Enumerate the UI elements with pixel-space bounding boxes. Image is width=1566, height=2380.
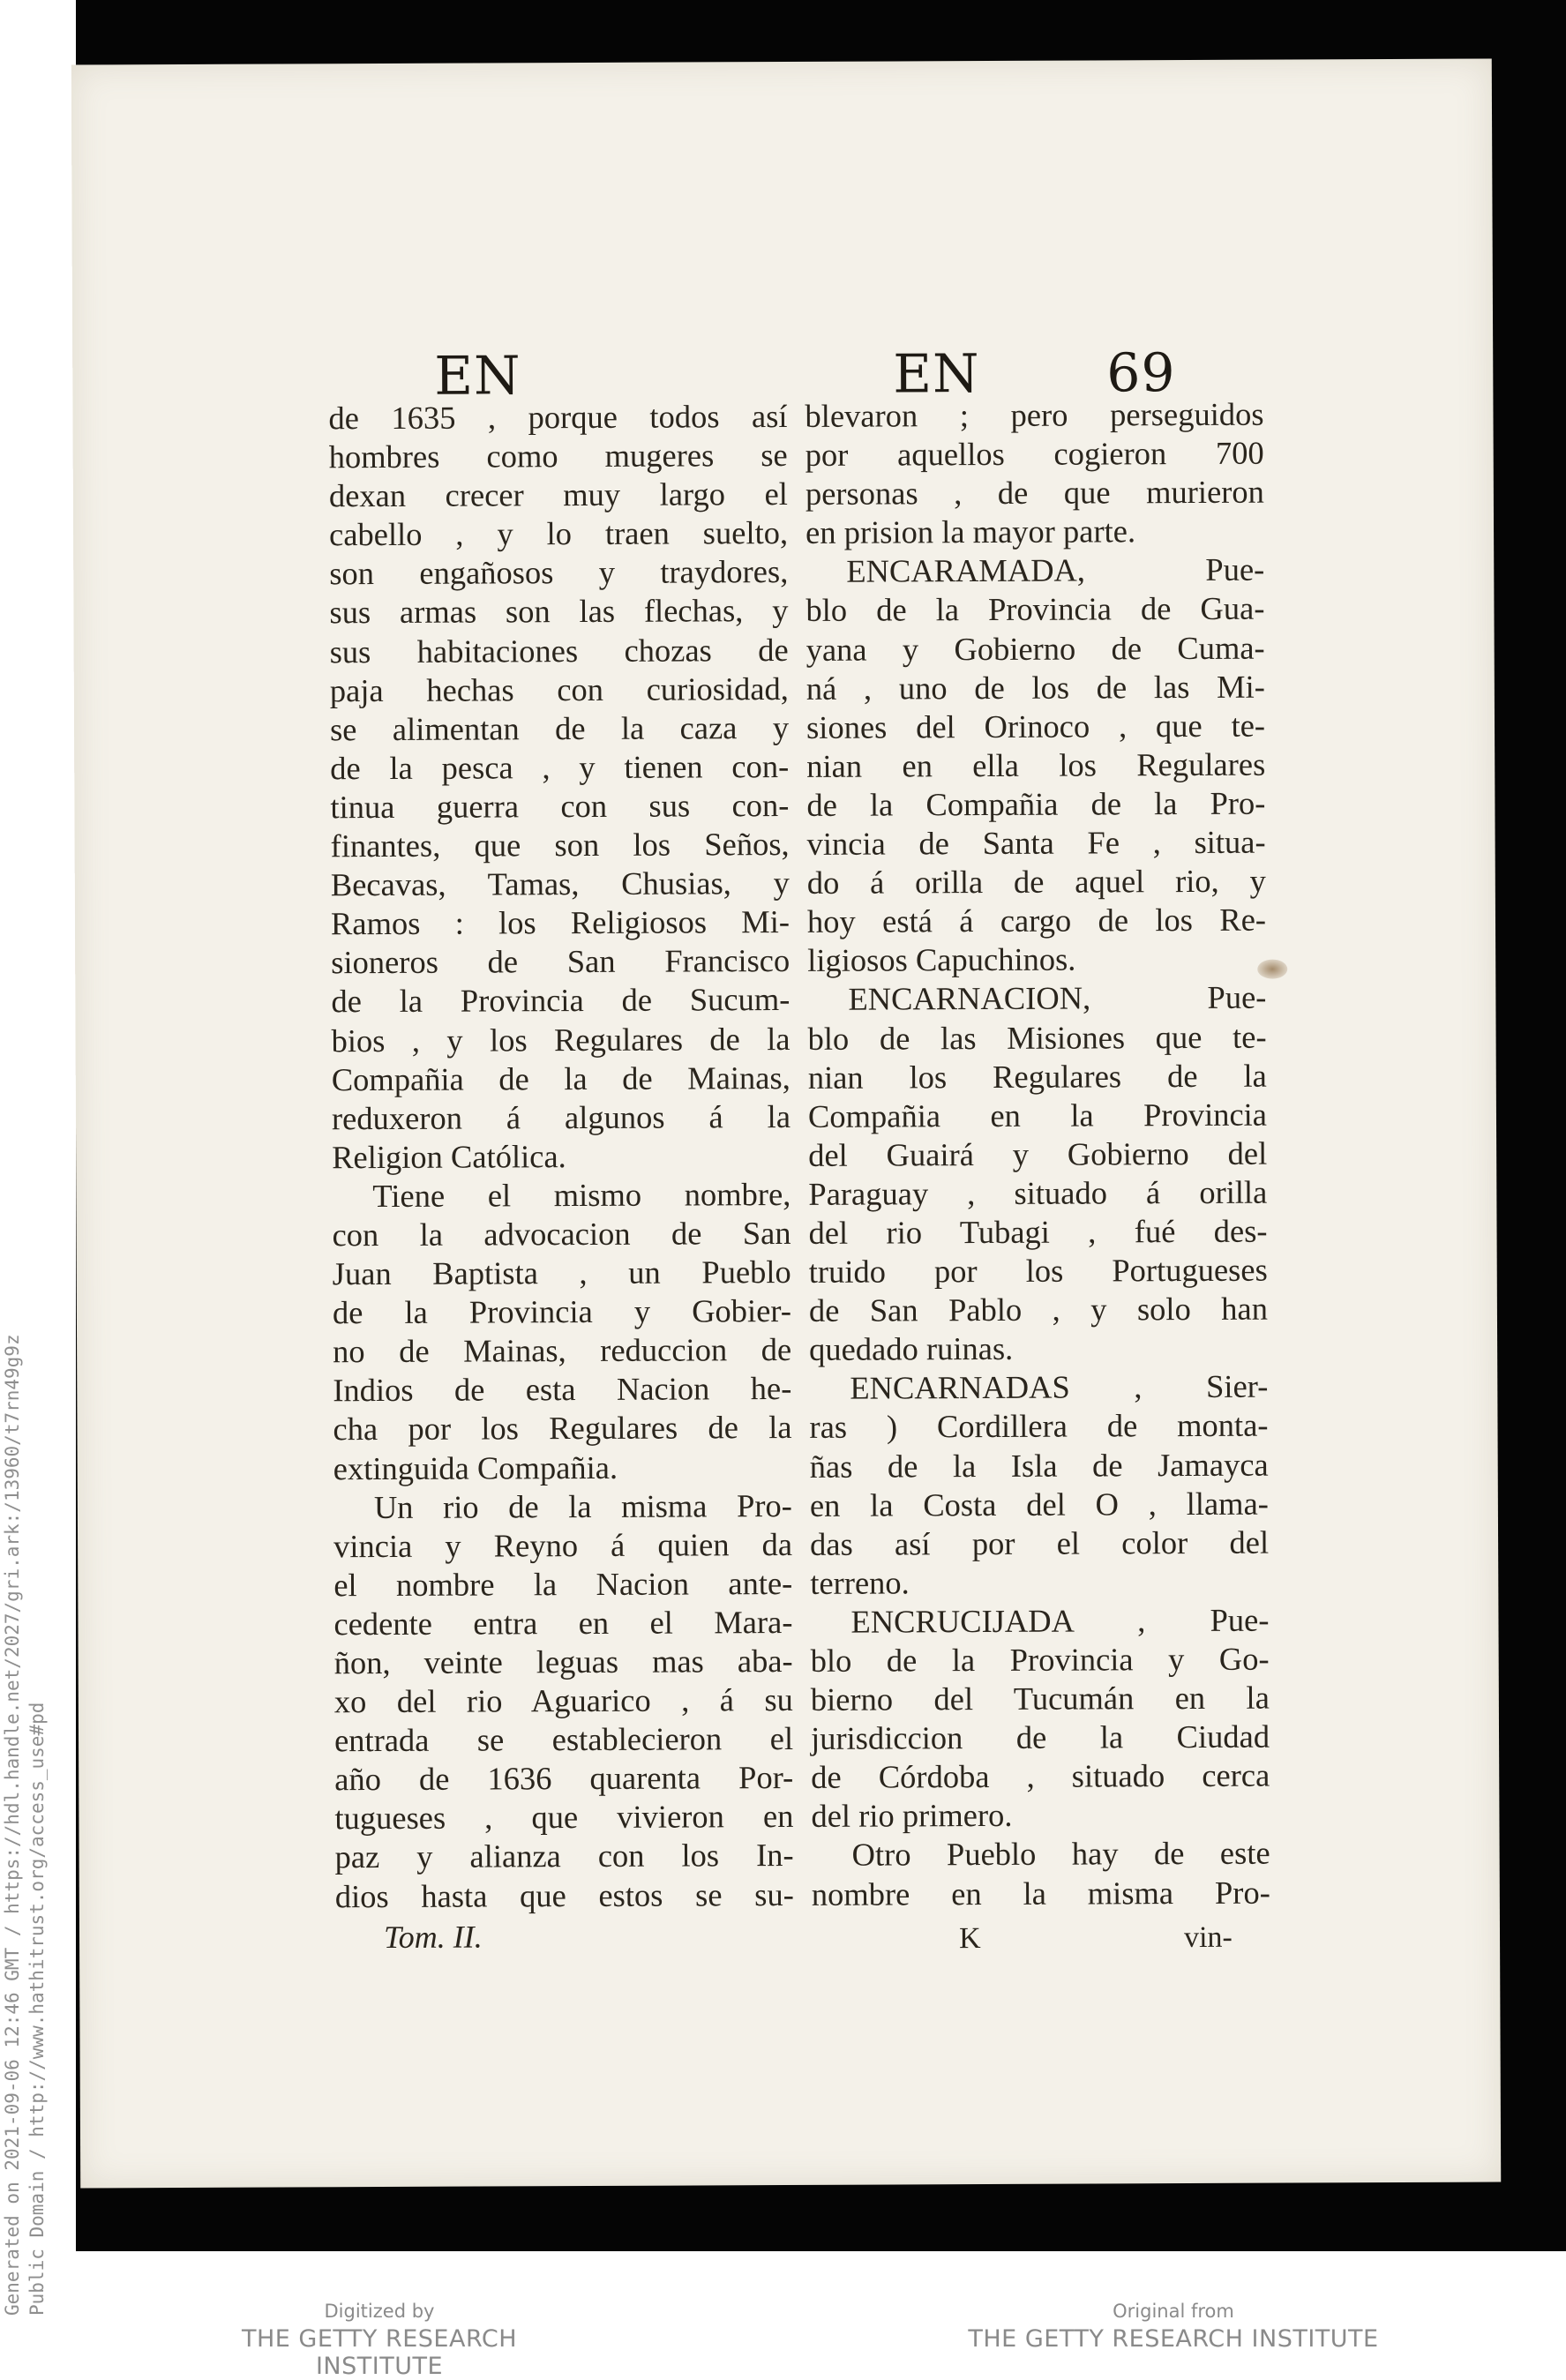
text-line: ras ) Cordillera de monta- bbox=[809, 1407, 1269, 1446]
text-line: del Guairá y Gobierno del bbox=[808, 1134, 1268, 1173]
text-line: ñon, veinte leguas mas aba- bbox=[333, 1642, 793, 1681]
text-line: no de Mainas, reduccion de bbox=[333, 1331, 792, 1370]
text-line: finantes, que son los Seños, bbox=[330, 826, 790, 864]
digitized-by-credit bbox=[176, 2301, 582, 2380]
text-line: bierno del Tucumán en la bbox=[810, 1679, 1270, 1718]
text-line: blo de la Provincia y Go- bbox=[810, 1640, 1270, 1679]
running-head-right: EN bbox=[893, 343, 980, 406]
text-line: extinguida Compañia. bbox=[333, 1448, 618, 1486]
text-line: nian los Regulares de la bbox=[807, 1057, 1267, 1096]
text-line: blevaron ; pero perseguidos bbox=[805, 395, 1264, 434]
text-line: yana y Gobierno de Cuma- bbox=[805, 629, 1265, 668]
text-line: quedado ruinas. bbox=[809, 1330, 1014, 1368]
text-line: dios hasta que estos se su- bbox=[334, 1875, 794, 1914]
signature-mark: K bbox=[958, 1922, 981, 1956]
text-line: personas , de que murieron bbox=[805, 473, 1264, 513]
text-line: cedente entra en el Mara- bbox=[333, 1603, 793, 1643]
text-line: jurisdiccion de la Ciudad bbox=[810, 1718, 1270, 1757]
text-line: por aquellos cogieron 700 bbox=[805, 434, 1264, 473]
text-line: sus armas son las flechas, y bbox=[329, 592, 789, 631]
text-line: ENCRUCIJADA , Pue- bbox=[850, 1601, 1270, 1640]
text-line: de la Provincia de Sucum- bbox=[331, 981, 790, 1020]
text-line: reduxeron á algunos á la bbox=[331, 1097, 791, 1136]
digitized-by-label: Digitized by bbox=[324, 2301, 435, 2322]
text-line: terreno. bbox=[810, 1564, 910, 1601]
text-line: hoy está á cargo de los Re- bbox=[806, 901, 1267, 940]
text-line: cabello , y lo traen suelto, bbox=[328, 514, 789, 553]
text-line: ñas de la Isla de Jamayca bbox=[809, 1446, 1269, 1485]
text-line: cha por los Regulares de la bbox=[333, 1409, 792, 1448]
text-line: paja hechas con curiosidad, bbox=[329, 670, 789, 708]
text-line: de la pesca , y tienen con- bbox=[330, 747, 790, 787]
text-line: blo de las Misiones que te- bbox=[807, 1018, 1267, 1057]
text-line: truido por los Portugueses bbox=[808, 1251, 1268, 1290]
original-from-institution: THE GETTY RESEARCH INSTITUTE bbox=[968, 2325, 1379, 2353]
text-line: ligiosos Capuchinos. bbox=[807, 940, 1076, 979]
text-line: año de 1636 quarenta Por- bbox=[334, 1759, 794, 1798]
text-line: sioneros de San Francisco bbox=[331, 942, 790, 981]
text-line: dexan crecer muy largo el bbox=[328, 475, 788, 514]
text-line: nombre en la misma Pro- bbox=[811, 1874, 1270, 1912]
text-line: bios , y los Regulares de la bbox=[331, 1020, 790, 1059]
text-line: entrada se establecieron el bbox=[333, 1720, 794, 1759]
text-line: en la Costa del O , llama- bbox=[809, 1485, 1269, 1523]
text-line: do á orilla de aquel rio, y bbox=[806, 862, 1266, 902]
provenance-note bbox=[0, 1334, 49, 2316]
text-line: ENCARNACION, Pue- bbox=[848, 979, 1267, 1018]
text-line: de Córdoba , situado cerca bbox=[811, 1756, 1270, 1796]
text-line: Becavas, Tamas, Chusias, y bbox=[330, 864, 790, 903]
text-line: tugueses , que vivieron en bbox=[334, 1798, 794, 1837]
text-line: Compañia en la Provincia bbox=[807, 1096, 1268, 1134]
text-line: ENCARNADAS , Sier- bbox=[850, 1367, 1269, 1407]
text-line: del rio Tubagi , fué des- bbox=[808, 1212, 1268, 1251]
text-line: de la Compañia de la Pro- bbox=[806, 784, 1266, 823]
text-line: ENCARAMADA, Pue- bbox=[846, 551, 1265, 590]
text-line: Juan Baptista , un Pueblo bbox=[332, 1254, 791, 1292]
text-line: xo del rio Aguarico , á su bbox=[333, 1681, 793, 1720]
text-line: son engañosos y traydores, bbox=[329, 553, 789, 592]
page-number: 69 bbox=[1106, 342, 1176, 405]
text-line: das así por el color del bbox=[809, 1523, 1270, 1562]
text-line: vincia de Santa Fe , situa- bbox=[806, 823, 1266, 862]
text-line: ná , uno de los de las Mi- bbox=[805, 668, 1265, 707]
original-from-label: Original from bbox=[1113, 2301, 1234, 2322]
text-line: Ramos : los Religiosos Mi- bbox=[330, 903, 790, 942]
text-line: Paraguay , situado á orilla bbox=[808, 1173, 1268, 1212]
text-line: el nombre la Nacion ante- bbox=[333, 1564, 793, 1604]
text-line: tinua guerra con sus con- bbox=[330, 786, 790, 826]
text-line: vincia y Reyno á quien da bbox=[333, 1525, 793, 1564]
text-line: nian en ella los Regulares bbox=[806, 745, 1266, 784]
text-line: Religion Católica. bbox=[332, 1137, 566, 1176]
text-line: Un rio de la misma Pro- bbox=[373, 1486, 792, 1525]
text-line: hombres como mugeres se bbox=[328, 437, 788, 475]
catchword: vin- bbox=[1183, 1920, 1233, 1955]
text-line: se alimentan de la caza y bbox=[329, 708, 790, 748]
original-from-credit bbox=[962, 2301, 1385, 2353]
book-page bbox=[71, 58, 1501, 2188]
page-smudge bbox=[1257, 960, 1287, 979]
text-line: Tiene el mismo nombre, bbox=[372, 1175, 791, 1214]
digitized-by-institution: THE GETTY RESEARCH INSTITUTE bbox=[241, 2325, 518, 2380]
text-line: blo de la Provincia de Gua- bbox=[805, 590, 1265, 629]
text-column-left bbox=[328, 397, 793, 1916]
text-line: de San Pablo , y solo han bbox=[808, 1290, 1269, 1329]
text-line: Otro Pueblo hay de este bbox=[851, 1835, 1270, 1874]
text-line: del rio primero. bbox=[811, 1797, 1013, 1835]
text-line: Compañia de la de Mainas, bbox=[331, 1059, 790, 1097]
volume-catchword: Tom. II. bbox=[383, 1919, 483, 1955]
text-line: de 1635 , porque todos así bbox=[328, 397, 788, 437]
text-column-right bbox=[805, 395, 1270, 1914]
text-line: paz y alianza con los In- bbox=[334, 1837, 794, 1875]
text-line: Indios de esta Nacion he- bbox=[333, 1370, 792, 1409]
text-line: en prision la mayor parte. bbox=[805, 513, 1136, 551]
text-line: siones del Orinoco , que te- bbox=[805, 707, 1266, 745]
text-line: con la advocacion de San bbox=[332, 1214, 791, 1254]
provenance-line: Generated on 2021-09-06 12:46 GMT / https://hdl.handle.net/2027/gri.ark:/13960/t7rn49g9z bbox=[2, 1334, 23, 2316]
text-line: de la Provincia y Gobier- bbox=[332, 1292, 792, 1331]
text-line: sus habitaciones chozas de bbox=[329, 631, 789, 670]
running-head-left: EN bbox=[434, 345, 521, 408]
provenance-line: Public Domain / http://www.hathitrust.org/access_use#pd bbox=[26, 1702, 48, 2316]
